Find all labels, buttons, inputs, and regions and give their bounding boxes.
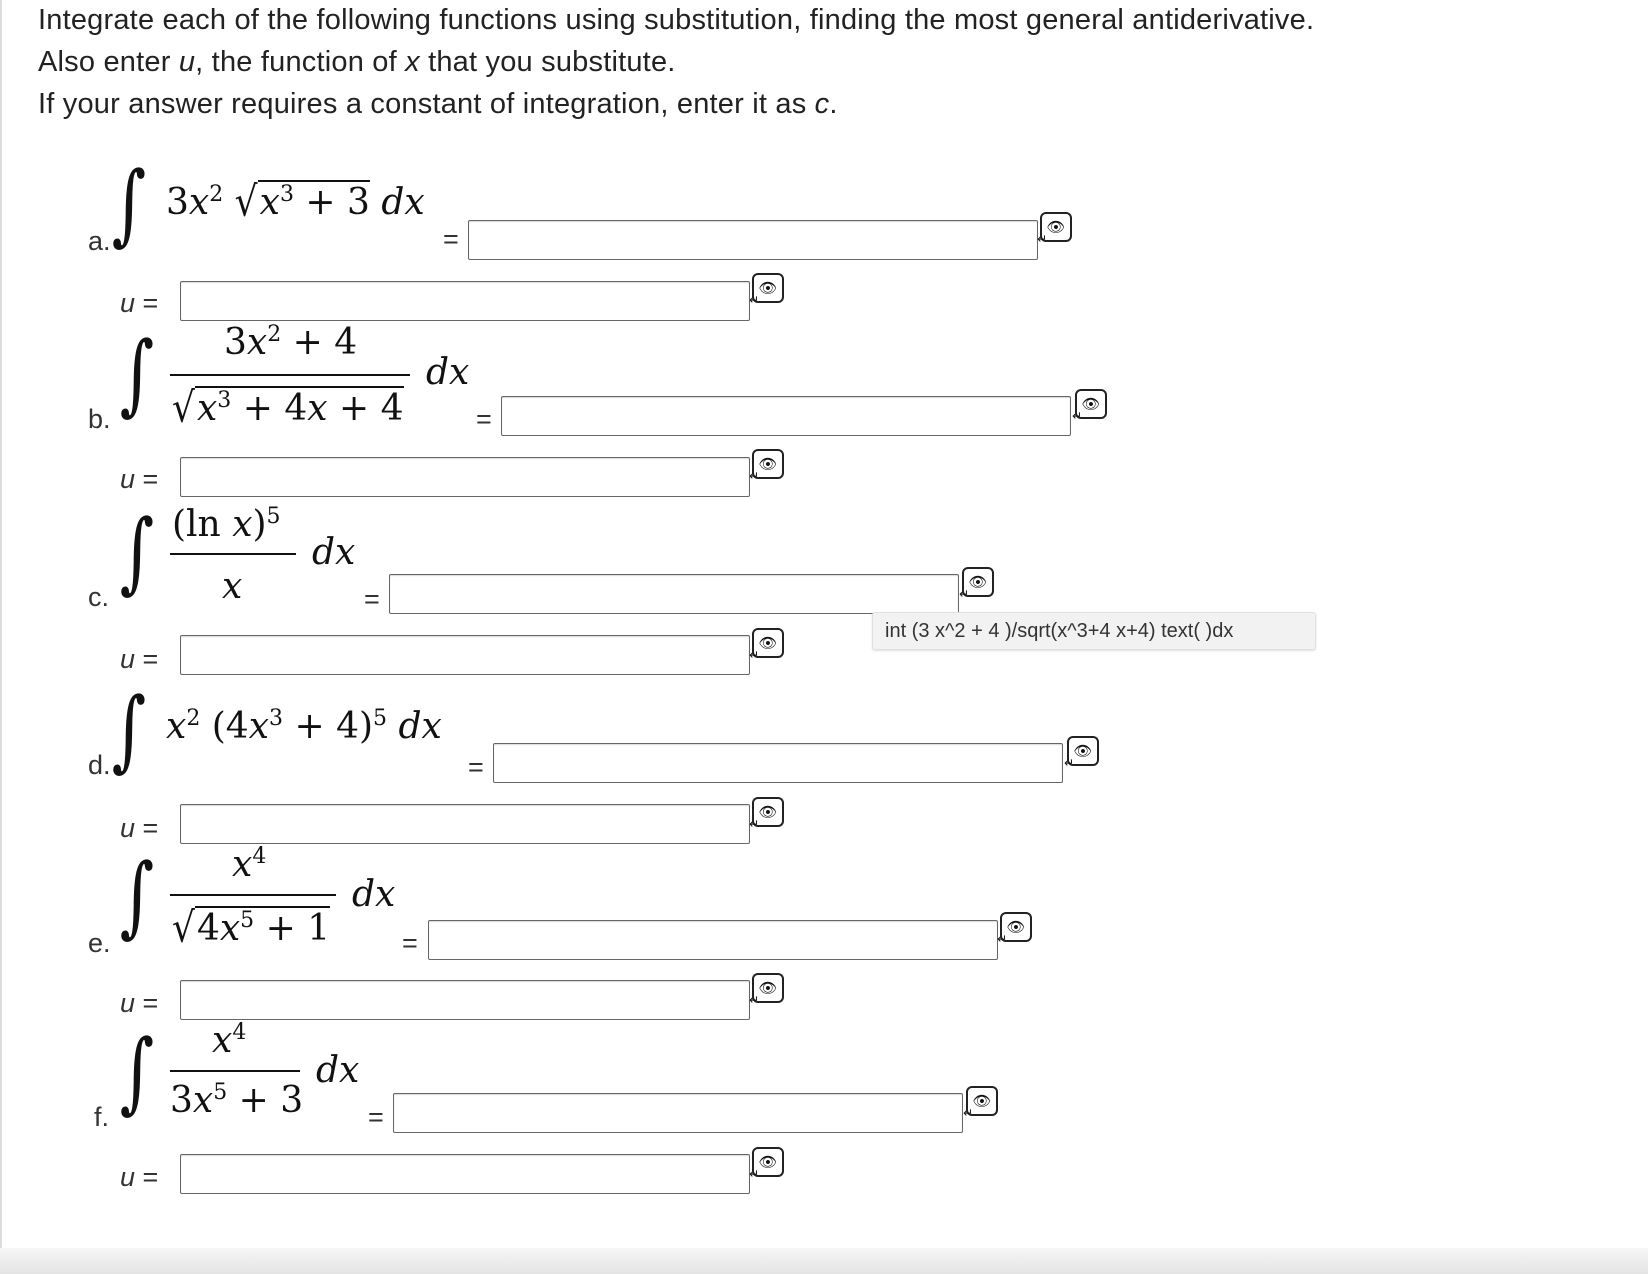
arrow-icon: ↵ <box>749 1167 760 1181</box>
u-preview-button-c[interactable] <box>749 628 784 662</box>
u-preview-button-a[interactable] <box>749 273 784 307</box>
denominator-c: x <box>222 566 243 607</box>
eye-preview-icon: 👁 <box>1073 742 1093 760</box>
denominator-e: $√4x^5 + 1$ <box>172 904 331 953</box>
eye-preview-icon: 👁 <box>758 1153 778 1171</box>
problem-label-b: b. <box>88 404 111 434</box>
fraction-bar-b <box>170 374 410 376</box>
eye-preview-icon: 👁 <box>1046 218 1066 236</box>
u-input-e[interactable] <box>180 980 750 1020</box>
denominator-b: $√x^3 + 4x + 4$ <box>172 384 404 433</box>
arrow-icon: ↵ <box>749 293 760 307</box>
frame-left-edge <box>0 0 2 1274</box>
antiderivative-input-a[interactable] <box>468 220 1038 260</box>
eye-preview-icon: 👁 <box>968 573 988 591</box>
fraction-bar-f <box>170 1070 300 1072</box>
integral-sign-a: ∫ <box>111 152 147 255</box>
instruction-line-1: Integrate each of the following functions using substitution, finding the most general antiderivative. <box>38 4 1315 36</box>
arrow-icon: ↵ <box>749 648 760 662</box>
equals-f: = <box>368 1102 384 1132</box>
instruction-line-2: Also enter u, the function of x that you substitute. <box>38 46 676 78</box>
antiderivative-input-e[interactable] <box>428 920 998 960</box>
dx-b: dx <box>426 352 470 393</box>
eye-preview-icon: 👁 <box>758 455 778 473</box>
u-preview-button-b[interactable] <box>749 449 784 483</box>
arrow-icon: ↵ <box>1072 409 1083 423</box>
fraction-bar-e <box>170 894 336 896</box>
u-input-b[interactable] <box>180 457 750 497</box>
u-input-d[interactable] <box>180 804 750 844</box>
u-input-a[interactable] <box>180 281 750 321</box>
arrow-icon: ↵ <box>959 587 970 601</box>
u-preview-button-e[interactable] <box>749 973 784 1007</box>
integral-sign-d: ∫ <box>111 678 147 781</box>
preview-button-f[interactable] <box>963 1086 998 1120</box>
problem-label-c: c. <box>88 582 110 612</box>
equals-c: = <box>364 584 380 614</box>
u-label-f: u = <box>120 1162 159 1192</box>
arrow-icon: ↵ <box>1037 232 1048 246</box>
u-input-f[interactable] <box>180 1154 750 1194</box>
math-preview-tooltip: int (3 x^2 + 4 )/sqrt(x^3+4 x+4) text( )dx <box>872 612 1316 650</box>
u-label-a: u = <box>120 288 159 318</box>
integral-sign-c: ∫ <box>119 500 155 603</box>
preview-button-a[interactable] <box>1037 212 1072 246</box>
eye-preview-icon: 👁 <box>1081 395 1101 413</box>
eye-preview-icon: 👁 <box>758 803 778 821</box>
antiderivative-input-b[interactable] <box>501 396 1071 436</box>
u-label-e: u = <box>120 988 159 1018</box>
integrand-a: $3x^2$ $√x^3 + 3$ dx <box>166 178 425 227</box>
bottom-scroll-edge <box>0 1248 1648 1274</box>
antiderivative-input-c[interactable] <box>389 574 959 614</box>
equals-a: = <box>443 224 459 254</box>
eye-preview-icon: 👁 <box>1006 918 1026 936</box>
antiderivative-input-d[interactable] <box>493 743 1063 783</box>
u-preview-button-d[interactable] <box>749 797 784 831</box>
u-label-c: u = <box>120 644 159 674</box>
numerator-e: $x^4$ <box>232 844 267 885</box>
integrand-d: $x^2$ $(4x^3 + 4)^5$ dx <box>166 706 442 747</box>
dx-f: dx <box>316 1050 360 1091</box>
eye-preview-icon: 👁 <box>758 634 778 652</box>
integral-sign-f: ∫ <box>119 1020 155 1123</box>
instruction-line-3: If your answer requires a constant of integration, enter it as c. <box>38 88 838 120</box>
numerator-f: $x^4$ <box>212 1020 247 1061</box>
denominator-f: $3x^5 + 3$ <box>170 1080 304 1121</box>
preview-button-e[interactable] <box>997 912 1032 946</box>
u-label-b: u = <box>120 464 159 494</box>
u-input-c[interactable] <box>180 635 750 675</box>
dx-c: dx <box>312 532 356 573</box>
arrow-icon: ↵ <box>749 993 760 1007</box>
problem-label-f: f. <box>94 1102 110 1132</box>
preview-button-d[interactable] <box>1064 736 1099 770</box>
problem-label-e: e. <box>88 928 111 958</box>
arrow-icon: ↵ <box>1064 756 1075 770</box>
preview-button-b[interactable] <box>1072 389 1107 423</box>
integral-sign-e: ∫ <box>119 844 155 947</box>
eye-preview-icon: 👁 <box>972 1092 992 1110</box>
u-label-d: u = <box>120 813 159 843</box>
integral-sign-b: ∫ <box>119 322 155 425</box>
eye-preview-icon: 👁 <box>758 979 778 997</box>
antiderivative-input-f[interactable] <box>393 1093 963 1133</box>
eye-preview-icon: 👁 <box>758 279 778 297</box>
arrow-icon: ↵ <box>749 469 760 483</box>
equals-b: = <box>476 404 492 434</box>
arrow-icon: ↵ <box>749 817 760 831</box>
problem-label-d: d. <box>88 750 111 780</box>
numerator-b: $3x^2 + 4$ <box>224 322 358 363</box>
equals-d: = <box>468 752 484 782</box>
dx-e: dx <box>352 874 396 915</box>
fraction-bar-c <box>170 553 296 555</box>
preview-button-c[interactable] <box>959 567 994 601</box>
equals-e: = <box>402 928 418 958</box>
numerator-c: (ln x)$^5$ <box>172 504 281 545</box>
problem-label-a: a. <box>88 226 111 256</box>
arrow-icon: ↵ <box>997 932 1008 946</box>
u-preview-button-f[interactable] <box>749 1147 784 1181</box>
arrow-icon: ↵ <box>963 1106 974 1120</box>
